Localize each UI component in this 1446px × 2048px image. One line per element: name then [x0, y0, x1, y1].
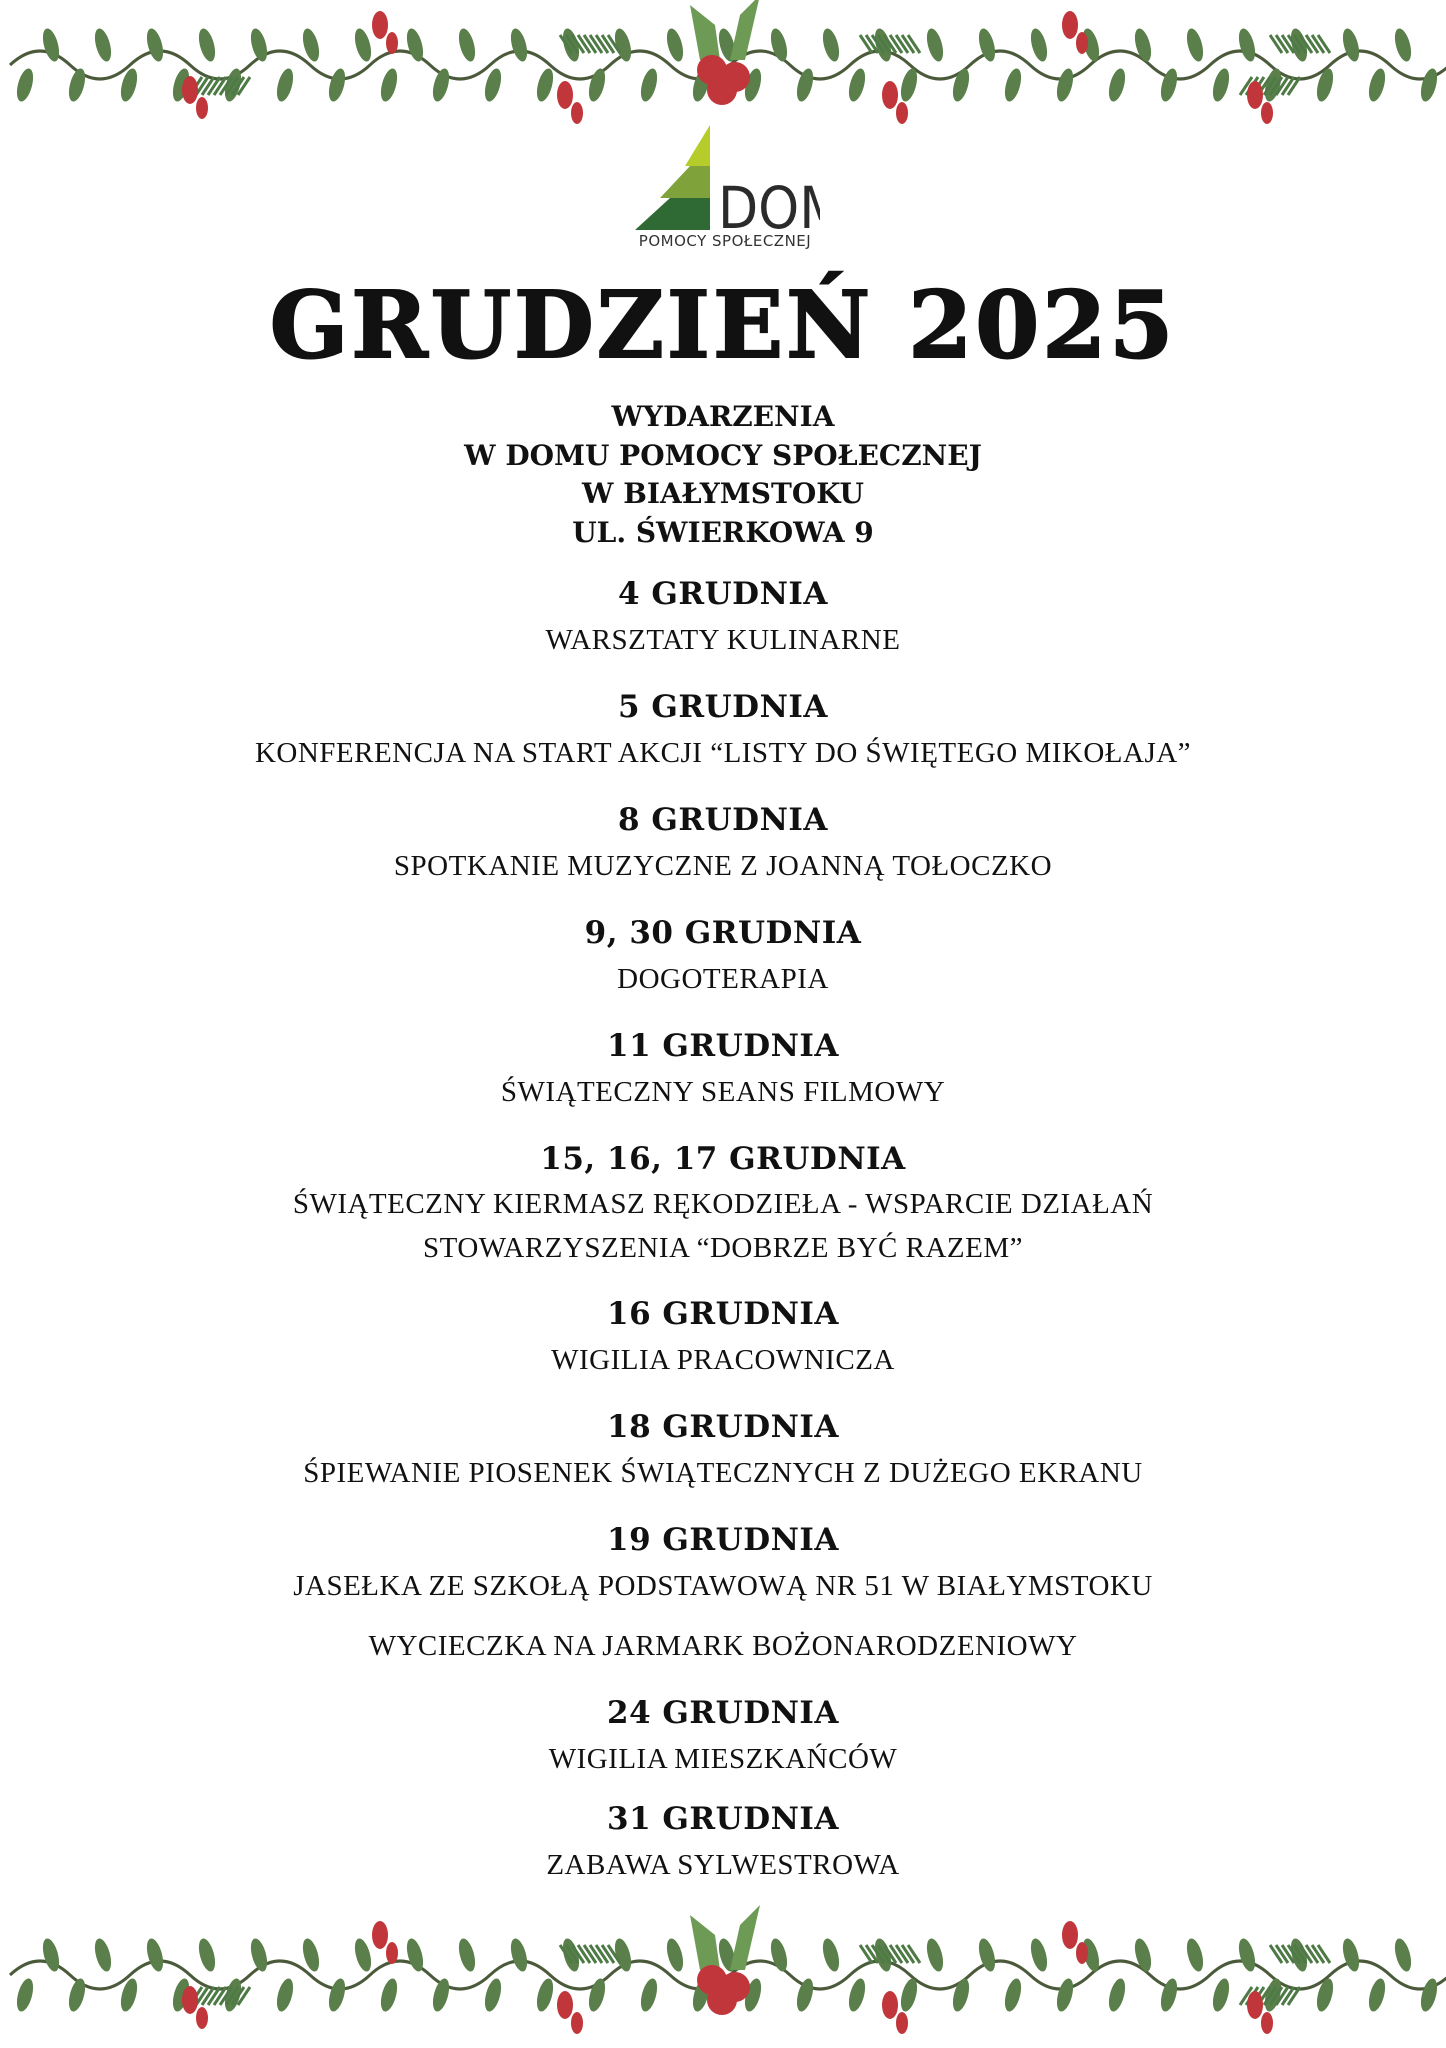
event-description: KONFERENCJA NA START AKCJI “LISTY DO ŚWIĘTEGO MIKOŁAJA” — [254, 737, 1192, 769]
event-item — [0, 571, 1446, 663]
event-date: 19 GRUDNIA — [607, 1522, 839, 1558]
event-item — [0, 1404, 1446, 1496]
subtitle-line: UL. ŚWIERKOWA 9 — [572, 515, 874, 549]
event-description: JASEŁKA ZE SZKOŁĄ PODSTAWOWĄ NR 51 W BIAŁYMSTOKU — [293, 1570, 1153, 1602]
event-date: 11 GRUDNIA — [607, 1028, 839, 1064]
event-description: ŚWIĄTECZNY SEANS FILMOWY — [500, 1076, 946, 1108]
event-item — [0, 1023, 1446, 1115]
event-date: 5 GRUDNIA — [618, 689, 828, 725]
event-date: 16 GRUDNIA — [607, 1296, 839, 1332]
event-date: 18 GRUDNIA — [607, 1409, 839, 1445]
logo-dom-text: DO — [718, 174, 800, 232]
event-item — [0, 1136, 1446, 1270]
page-title: GRUDZIEŃ 2025 — [269, 271, 1177, 379]
logo-subtitle: POMOCY SPOŁECZNEJ — [638, 232, 812, 250]
event-item — [0, 1517, 1446, 1669]
event-item — [0, 910, 1446, 1002]
event-date: 9, 30 GRUDNIA — [584, 915, 862, 951]
organization-logo — [630, 120, 820, 255]
subtitle-line: WYDARZENIA — [611, 400, 835, 433]
event-item — [0, 1796, 1446, 1888]
event-description: WIGILIA PRACOWNICZA — [551, 1344, 895, 1376]
event-description: WYCIECZKA NA JARMARK BOŻONARODZENIOWY — [368, 1630, 1078, 1662]
event-item — [0, 1291, 1446, 1383]
subtitle-line: W DOMU POMOCY SPOŁECZNEJ — [464, 438, 982, 472]
subtitle-block — [0, 398, 1446, 552]
event-date: 15, 16, 17 GRUDNIA — [540, 1141, 906, 1177]
events-list — [0, 571, 1446, 1909]
event-date: 8 GRUDNIA — [618, 802, 828, 838]
event-date: 31 GRUDNIA — [607, 1801, 839, 1837]
event-description: STOWARZYSZENIA “DOBRZE BYĆ RAZEM” — [423, 1232, 1023, 1264]
event-description: WARSZTATY KULINARNE — [545, 624, 901, 656]
event-description: ŚWIĄTECZNY KIERMASZ RĘKODZIEŁA - WSPARCIE DZIAŁAŃ — [292, 1188, 1154, 1220]
tree-logo-icon — [630, 120, 820, 232]
event-description: WIGILIA MIESZKAŃCÓW — [548, 1743, 898, 1775]
event-description: DOGOTERAPIA — [617, 963, 829, 995]
event-description: SPOTKANIE MUZYCZNE Z JOANNĄ TOŁOCZKO — [393, 850, 1053, 882]
event-item — [0, 797, 1446, 889]
event-item — [0, 1690, 1446, 1782]
holly-garland-bottom-decoration — [0, 1890, 1446, 2048]
event-description: ŚPIEWANIE PIOSENEK ŚWIĄTECZNYCH Z DUŻEGO EKRANU — [303, 1457, 1143, 1489]
subtitle-line: W BIAŁYMSTOKU — [582, 477, 864, 510]
event-date: 24 GRUDNIA — [607, 1695, 839, 1731]
event-item — [0, 684, 1446, 776]
event-date: 4 GRUDNIA — [618, 576, 828, 612]
event-description: ZABAWA SYLWESTROWA — [546, 1849, 900, 1881]
